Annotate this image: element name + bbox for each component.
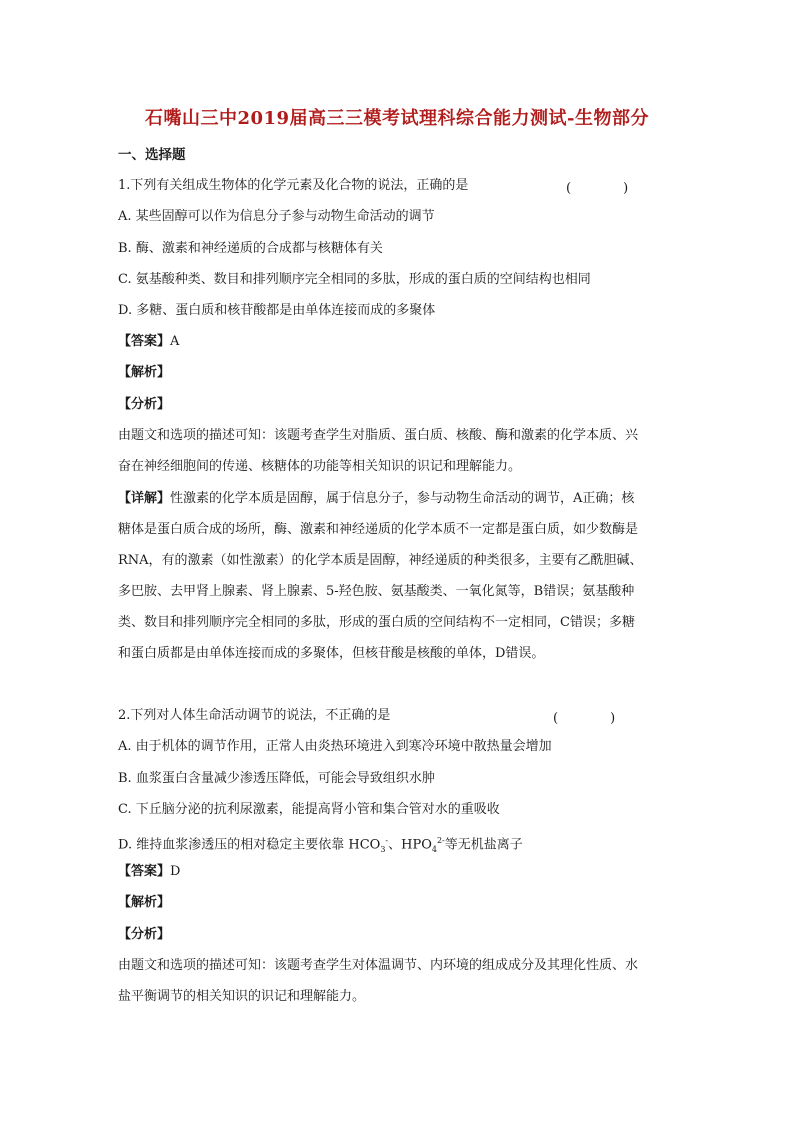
option-d-superscript: 2- — [436, 836, 445, 845]
question-2-option-b: B. 血浆蛋白含量减少渗透压降低，可能会导致组织水肿 — [118, 771, 435, 786]
question-1-analysis-line: 由题文和选项的描述可知：该题考查学生对脂质、蛋白质、核酸、酶和激素的化学本质、兴 — [118, 428, 639, 443]
question-1-paren: ( ) — [566, 181, 629, 196]
option-d-text: 、HPO — [388, 837, 432, 853]
page-title: 石嘴山三中2019届高三三模考试理科综合能力测试-生物部分 — [144, 108, 650, 129]
question-1-option-d: D. 多糖、蛋白质和核苷酸都是由单体连接而成的多聚体 — [118, 303, 436, 318]
question-1-analysis-tag: 【分析】 — [118, 397, 171, 412]
answer-value: D — [170, 864, 181, 879]
question-2-option-d — [118, 832, 523, 859]
question-1-detail-line: RNA，有的激素（如性激素）的化学本质是固醇，神经递质的种类很多，主要有乙酰胆碱、 — [118, 553, 643, 568]
question-1-explain-tag: 【解析】 — [118, 365, 171, 380]
question-1-detail-line: 糖体是蛋白质合成的场所，酶、激素和神经递质的化学本质不一定都是蛋白质，如少数酶是 — [118, 522, 639, 537]
question-2-explain-tag: 【解析】 — [118, 895, 171, 910]
question-2-option-a: A. 由于机体的调节作用，正常人由炎热环境进入到寒冷环境中散热量会增加 — [118, 739, 552, 754]
question-1-detail-line — [118, 490, 634, 508]
question-2-paren: ( ) — [553, 711, 616, 726]
question-2-answer — [118, 863, 180, 881]
question-2-option-c: C. 下丘脑分泌的抗利尿激素，能提高肾小管和集合管对水的重吸收 — [118, 802, 500, 817]
question-2-stem: 2.下列对人体生命活动调节的说法，不正确的是 — [118, 708, 391, 723]
answer-value: A — [170, 334, 180, 349]
answer-tag: 【答案】 — [118, 864, 171, 879]
question-1-detail-line: 类、数目和排列顺序完全相同的多肽，形成的蛋白质的空间结构不一定相同，C错误；多糖 — [118, 615, 635, 630]
option-d-text: D. 维持血浆渗透压的相对稳定主要依靠 HCO — [118, 837, 381, 853]
detail-text: 性激素的化学本质是固醇，属于信息分子，参与动物生命活动的调节，A正确；核 — [170, 491, 635, 506]
question-1-option-b: B. 酶、激素和神经递质的合成都与核糖体有关 — [118, 241, 383, 256]
section-heading: 一、选择题 — [118, 147, 186, 163]
question-2-analysis-line: 盐平衡调节的相关知识的识记和理解能力。 — [118, 989, 366, 1004]
question-1-answer — [118, 333, 179, 351]
answer-tag: 【答案】 — [118, 334, 171, 349]
question-1-analysis-line: 奋在神经细胞间的传递、核糖体的功能等相关知识的识记和理解能力。 — [118, 459, 522, 474]
option-d-text: 等无机盐离子 — [444, 837, 523, 853]
option-d-superscript: - — [385, 836, 389, 845]
question-1-detail-line: 多巴胺、去甲肾上腺素、肾上腺素、5-羟色胺、氨基酸类、一氧化氮等，B错误；氨基酸种 — [118, 584, 635, 599]
question-1-option-a: A. 某些固醇可以作为信息分子参与动物生命活动的调节 — [118, 209, 435, 224]
question-1-detail-line: 和蛋白质都是由单体连接而成的多聚体，但核苷酸是核酸的单体，D错误。 — [118, 646, 545, 661]
question-1-option-c: C. 氨基酸种类、数目和排列顺序完全相同的多肽，形成的蛋白质的空间结构也相同 — [118, 272, 591, 287]
option-d-subscript: 3 — [380, 844, 386, 854]
question-2-analysis-line: 由题文和选项的描述可知：该题考查学生对体温调节、内环境的组成成分及其理化性质、水 — [118, 958, 639, 973]
question-2-analysis-tag: 【分析】 — [118, 927, 171, 942]
option-d-subscript: 4 — [431, 844, 437, 854]
question-1-stem: 1.下列有关组成生物体的化学元素及化合物的说法，正确的是 — [118, 178, 469, 193]
detail-tag: 【详解】 — [118, 491, 171, 506]
